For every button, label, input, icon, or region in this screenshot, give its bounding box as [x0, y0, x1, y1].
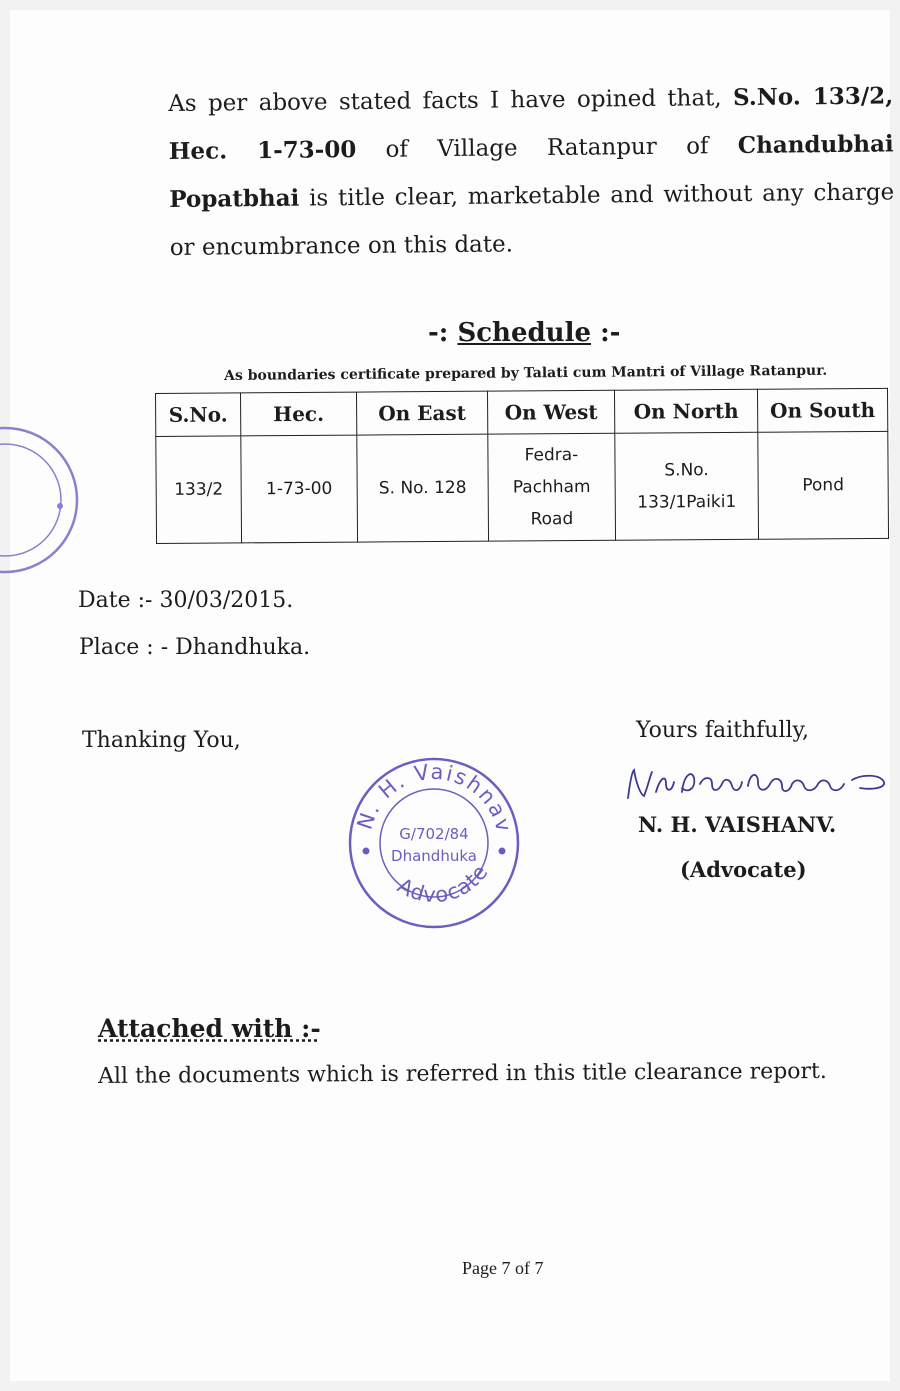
stamp-title: Advocate — [393, 859, 494, 908]
place-line: Place : - Dhandhuka. — [79, 635, 311, 660]
closing-line: Yours faithfully, — [636, 718, 810, 743]
table-cell: S.No. 133/1Paiki1 — [615, 432, 759, 540]
attached-heading: Attached with :- — [98, 1014, 321, 1043]
owner-name-bold: Chandubhai Popatbhai — [169, 130, 894, 213]
survey-number-bold: S.No. 133/2, Hec. 1-73-00 — [168, 82, 894, 165]
table-cell: 133/2 — [156, 436, 242, 544]
svg-text:Advocate — [393, 860, 493, 908]
column-header: S.No. — [156, 393, 241, 437]
signature — [622, 752, 892, 812]
opinion-text-1: As per above stated facts I have opined that, — [168, 85, 734, 117]
table-cell: 1-73-00 — [241, 435, 358, 543]
column-header: On West — [487, 390, 614, 434]
schedule-subtitle: As boundaries certificate prepared by Talati cum Mantri of Village Ratanpur. — [224, 362, 828, 384]
column-header: Hec. — [241, 392, 357, 436]
opinion-text-2: of Village Ratanpur of — [356, 133, 738, 164]
table-header-row — [156, 388, 888, 436]
stamp-name: N. H. Vaishnav — [352, 759, 517, 836]
schedule-title: Schedule — [457, 318, 592, 348]
date-line: Date :- 30/03/2015. — [78, 588, 294, 613]
thanking-line: Thanking You, — [82, 728, 241, 753]
table-cell: S. No. 128 — [357, 434, 489, 542]
column-header: On South — [757, 388, 887, 432]
column-header: On North — [614, 389, 757, 433]
table-cell: Fedra-Pachham Road — [488, 433, 616, 541]
boundaries-table — [155, 388, 889, 544]
stamp-place: Dhandhuka — [391, 847, 477, 865]
signer-role: (Advocate) — [680, 857, 807, 882]
signer-name: N. H. VAISHANV. — [638, 812, 837, 837]
attached-text: All the documents which is referred in this title clearance report. — [98, 1058, 827, 1089]
table-cell: Pond — [758, 431, 889, 539]
partial-stamp-left — [0, 410, 90, 600]
column-header: On East — [356, 391, 487, 435]
opinion-paragraph — [168, 72, 895, 272]
page-number: Page 7 of 7 — [462, 1258, 544, 1278]
opinion-text-3: is title clear, marketable and without any charge or encumbrance on this date. — [169, 179, 895, 261]
table-row — [156, 431, 889, 543]
advocate-stamp — [346, 755, 522, 931]
document-page — [10, 10, 895, 1381]
stamp-reg-no: G/702/84 — [399, 825, 469, 843]
schedule-heading: -: Schedule :- — [428, 318, 621, 348]
